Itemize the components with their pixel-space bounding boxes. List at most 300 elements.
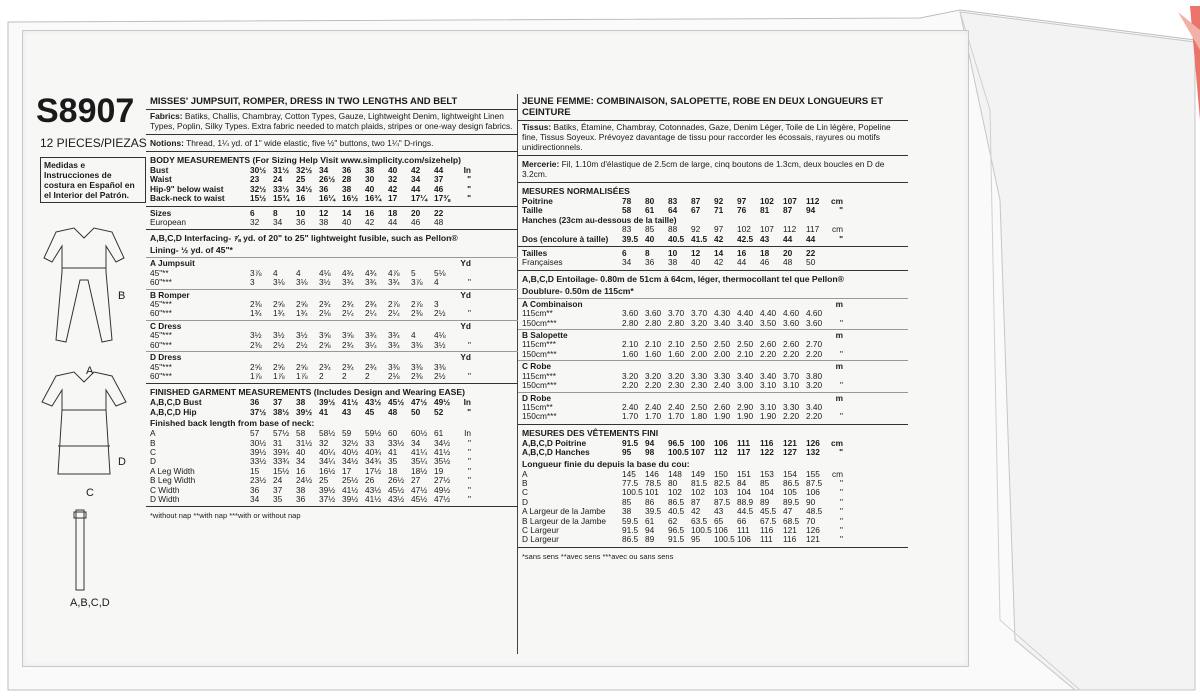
table-cell: 3.30 [691,370,708,381]
table-cell: 90 [806,496,816,507]
table-cell: 2¾ [365,299,377,310]
table-cell: 111 [737,437,750,448]
table-cell: 52 [434,406,444,417]
table-cell: 2¼ [342,308,354,319]
row-label: A,B,C,D Poitrine [522,438,587,448]
table-cell: 1.60 [622,348,639,359]
row-label: A Largeur de la Jambe [522,507,606,517]
table-cell: 15½ [250,193,267,204]
unit-cell: In [463,165,471,175]
table-cell: 4⅛ [434,330,446,341]
table-cell: 92 [714,196,724,206]
table-cell: 2.10 [645,339,662,350]
view-name: A Jumpsuit [150,259,195,269]
table-cell: 40 [691,257,701,268]
table-row [518,197,908,206]
table-cell: 82.5 [714,477,731,488]
jumpsuit-illustration [44,228,124,342]
table-cell: 104 [760,487,774,498]
table-cell: 39½ [342,493,359,504]
table-cell: 107 [783,196,797,206]
table-cell: 40 [388,165,398,175]
table-cell: 3.10 [760,380,777,391]
table-row [146,363,518,372]
table-cell: 48 [434,217,444,228]
row-label: D Width [150,494,180,504]
table-cell: 41 [388,446,398,457]
table-row [518,372,908,381]
table-cell: 40.5 [668,233,685,244]
table-cell: 2 [365,370,370,381]
table-cell: 42 [411,165,421,175]
view-header [146,322,518,331]
table-cell: 40 [645,233,655,244]
table-cell: 94 [645,437,655,448]
table-cell: 2.80 [668,317,685,328]
table-cell: 48.5 [806,506,823,517]
row-label: 115cm** [522,309,553,319]
table-cell: 2 [342,370,347,381]
table-cell: 47½ [411,397,428,408]
unit-cell: " [467,406,471,417]
table-cell: 2½ [296,339,308,350]
table-cell: 2.50 [714,339,731,350]
row-label: 60"*** [150,340,172,350]
table-cell: 106 [806,487,820,498]
table-cell: 71 [714,205,724,216]
french-body-table [518,197,908,216]
english-backlength-label: Finished back length from base of neck: [150,418,315,429]
table-cell: 2.80 [622,317,639,328]
table-cell: 31½ [273,165,290,175]
table-cell: 26½ [319,174,336,185]
unit-cell: Yd [460,352,471,363]
table-row [518,526,908,535]
row-label: B Leg Width [150,476,196,486]
table-row [146,194,518,203]
table-cell: 3¾ [342,277,354,288]
table-cell: 35 [388,456,398,467]
table-cell: 102 [668,487,682,498]
table-cell: 91.5 [668,534,685,545]
table-cell: 42 [714,233,724,244]
table-row [146,175,518,184]
unit-cell: " [840,411,843,422]
table-cell: 45½ [411,493,428,504]
table-cell: 3¾ [388,277,400,288]
table-cell: 34½ [296,183,313,194]
table-cell: 12 [691,248,701,259]
table-cell: 5⅛ [434,267,446,278]
illus-label-abcd: A,B,C,D [70,597,110,609]
view-header [146,259,518,268]
table-cell: 146 [645,468,659,479]
table-cell: 43 [342,406,352,417]
table-cell: 3.20 [645,370,662,381]
table-cell: 41½ [365,493,382,504]
french-dos-row [518,235,908,244]
english-fabrics: Fabrics: Batiks, Challis, Chambray, Cotton Types, Gauze, Lightweight Denim, lightweight Linen Types, Poplin, Silky Types. Extra fabric needed to match plaids, stripes or one-way design fabrics. [150,111,513,131]
table-cell: 33½ [388,437,405,448]
table-cell: 43½ [365,397,382,408]
english-footnote: *without nap **with nap ***with or without nap [150,511,301,521]
unit-cell: " [839,205,843,216]
table-cell: 83 [622,224,632,235]
table-cell: 45½ [388,484,405,495]
table-cell: 3⅝ [342,330,354,341]
table-cell: 2.00 [714,348,731,359]
table-cell: 67 [691,205,701,216]
table-cell: 10 [296,207,306,218]
table-cell: 2 [319,370,324,381]
table-cell: 150 [714,468,728,479]
table-cell: 34 [622,257,632,268]
table-cell: 35¼ [411,456,428,467]
table-cell: 39½ [296,406,313,417]
row-label: 150cm*** [522,318,557,328]
table-cell: 121 [783,524,797,535]
table-cell: 3⅝ [319,330,331,341]
table-cell: 39.5 [645,506,662,517]
table-cell: 33 [365,437,375,448]
table-cell: 3.30 [783,401,800,412]
table-cell: 1.60 [645,348,662,359]
table-row [518,498,908,507]
english-column [146,94,518,522]
table-cell: 32½ [296,165,313,175]
table-cell: 2.70 [806,339,823,350]
table-row [518,470,908,479]
table-cell: 3⅜ [388,361,400,372]
english-yardage [146,257,518,381]
table-cell: 34¼ [319,456,336,467]
table-cell: 15 [250,465,260,476]
table-cell: 2⅝ [319,339,331,350]
table-cell: 2⅝ [273,361,285,372]
table-cell: 1⅞ [273,370,285,381]
table-cell: 36 [645,257,655,268]
table-cell: 117 [737,447,751,458]
row-label: Taille [522,206,543,216]
table-cell: 155 [806,468,820,479]
table-cell: 2⅜ [250,339,262,350]
table-cell: 100.5 [714,534,735,545]
table-cell: 95 [691,534,701,545]
table-cell: 106 [714,437,728,448]
table-cell: 100.5 [622,487,643,498]
table-cell: 12 [319,207,329,218]
table-cell: 30½ [250,437,267,448]
table-cell: 89.5 [783,496,800,507]
table-cell: 145 [622,468,636,479]
table-cell: 6 [250,207,255,218]
table-cell: 92 [691,224,701,235]
table-cell: 4.30 [714,308,731,319]
table-cell: 16½ [342,193,359,204]
unit-cell: Yd [460,320,471,331]
table-cell: 28 [342,174,352,185]
unit-cell: m [835,392,843,403]
row-label: C Largeur [522,525,559,535]
english-finished-table [146,398,518,417]
table-cell: 24 [273,475,283,486]
row-label: C [522,488,528,498]
table-cell: 100.5 [691,524,712,535]
unit-cell: " [467,174,471,185]
table-cell: 94 [645,524,655,535]
table-cell: 3.20 [622,370,639,381]
table-cell: 44 [411,183,421,194]
table-row [518,381,908,390]
table-row [518,412,908,421]
row-label: European [150,218,186,228]
table-cell: 39½ [250,446,267,457]
table-cell: 45½ [388,397,405,408]
table-cell: 4.40 [737,308,754,319]
table-cell: 8 [645,248,650,259]
table-cell: 45.5 [760,506,777,517]
table-cell: 36 [296,493,306,504]
unit-cell: Yd [460,258,471,269]
row-label: D Largeur [522,535,559,545]
unit-cell: " [468,484,471,495]
table-cell: 40 [365,183,375,194]
table-cell: 127 [783,447,797,458]
table-cell: 42 [365,217,375,228]
row-label: 150cm*** [522,412,557,422]
table-cell: 40¾ [365,446,382,457]
table-row [518,488,908,497]
table-cell: 61 [645,515,655,526]
table-cell: 3.40 [737,370,754,381]
table-cell: 102 [691,487,705,498]
unit-cell: m [835,298,843,309]
table-row [518,249,908,258]
unit-cell [829,249,843,258]
table-cell: 87 [691,496,701,507]
table-row [146,278,518,287]
table-cell: 87.5 [806,477,823,488]
table-cell: 42 [388,183,398,194]
table-cell: 33½ [273,183,290,194]
belt-illustration [74,510,86,590]
unit-cell [457,218,471,227]
table-cell: 18 [388,465,398,476]
table-cell: 19 [434,465,444,476]
table-cell: 37½ [319,493,336,504]
table-cell: 95 [622,447,632,458]
french-interfacing: A,B,C,D Entoilage- 0.80m de 51cm à 64cm, léger, thermocollant tel que Pellon® [522,273,845,284]
table-row [146,467,518,476]
table-cell: 132 [806,447,820,458]
table-cell: 42 [714,257,724,268]
row-label: A,B,C,D Hip [150,407,197,417]
unit-cell: cm [831,224,843,235]
row-label: A [150,429,156,439]
table-cell: 16 [365,207,375,218]
table-cell: 15¾ [273,193,290,204]
table-cell: 2⅞ [388,299,400,310]
table-cell: 126 [806,524,820,535]
row-label: B [150,438,156,448]
table-cell: 1.70 [645,411,662,422]
french-body-header: MESURES NORMALISÉES [522,186,630,196]
unit-cell: " [468,446,471,457]
table-cell: 38 [319,217,329,228]
pieces-count: 12 PIECES/PIEZAS [40,136,147,150]
table-cell: 100 [691,437,705,448]
row-label: 45"*** [150,300,172,310]
table-cell: 3.60 [806,317,823,328]
table-cell: 10 [668,248,678,259]
row-label: A,B,C,D Hanches [522,448,590,458]
table-cell: 149 [691,468,705,479]
table-row [146,300,518,309]
table-cell: 39½ [319,484,336,495]
table-cell: 41½ [342,397,359,408]
table-cell: 63.5 [691,515,708,526]
table-cell: 4 [434,277,439,288]
row-label: Dos (encolure à taille) [522,234,609,244]
illus-label-b: B [118,290,126,302]
table-cell: 37½ [250,406,267,417]
table-cell: 3.20 [806,380,823,391]
table-cell: 48 [388,406,398,417]
unit-cell: cm [831,468,843,479]
table-cell: 2⅜ [250,299,262,310]
french-notions: Mercerie: Fil, 1.10m d'élastique de 2.5cm de large, cinq boutons de 1.3cm, deux boucles en D de 3.2cm. [522,159,885,179]
table-row [518,350,908,359]
table-cell: 2¾ [365,361,377,372]
table-cell: 121 [806,534,820,545]
table-cell: 5 [411,267,416,278]
row-label: Françaises [522,258,563,268]
unit-cell: " [840,477,843,488]
row-label: C [150,447,156,457]
table-cell: 91.5 [622,524,639,535]
table-cell: 96.5 [668,437,685,448]
table-cell: 46 [434,183,444,194]
spanish-note: Medidas e Instrucciones de costura en Español en el Interior del Patrón. [40,157,146,203]
unit-cell: In [463,397,471,408]
view-name: B Romper [150,290,190,300]
table-cell: 34½ [434,437,451,448]
unit-cell: " [840,515,843,526]
table-cell: 3.70 [691,308,708,319]
view-header [146,353,518,362]
table-cell: 42 [691,506,701,517]
table-cell: 30 [365,174,375,185]
table-cell: 38 [296,484,306,495]
french-title: JEUNE FEMME: COMBINAISON, SALOPETTE, ROBE EN DEUX LONGUEURS ET CEINTURE [518,94,908,121]
table-row [518,479,908,488]
table-cell: 40 [296,446,306,457]
view-name: A Combinaison [522,299,583,309]
table-cell: 24 [273,174,283,185]
table-cell: 122 [760,447,774,458]
french-finished-header: MESURES DES VÊTEMENTS FINI [522,427,659,438]
table-cell: 1⅞ [296,370,308,381]
table-cell: 76 [737,205,747,216]
table-cell: 17⅜ [434,193,451,204]
table-cell: 3⅛ [296,277,308,288]
table-cell: 3.20 [691,317,708,328]
french-hanches-row [518,225,908,234]
table-cell: 3.10 [760,401,777,412]
table-cell: 97 [737,196,747,206]
table-cell: 48 [783,257,793,268]
table-cell: 49½ [434,397,451,408]
table-cell: 102 [737,224,751,235]
table-cell: 36 [250,484,260,495]
unit-cell: " [468,437,471,448]
table-cell: 1.70 [622,411,639,422]
table-row [518,309,908,318]
table-cell: 98 [645,447,655,458]
table-cell: 38 [342,183,352,194]
table-cell: 41½ [342,484,359,495]
row-label: 150cm*** [522,381,557,391]
table-cell: 37 [434,174,444,185]
table-cell: 3 [250,277,255,288]
table-row [146,309,518,318]
table-cell: 3.40 [760,370,777,381]
table-cell: 41½ [434,446,451,457]
table-cell: 47½ [411,484,428,495]
unit-cell: " [467,183,471,194]
table-cell: 3⅞ [411,277,423,288]
table-cell: 87 [783,205,793,216]
table-cell: 3¾ [388,339,400,350]
table-cell: 39.5 [622,233,639,244]
table-cell: 2⅝ [250,361,262,372]
table-cell: 58 [296,428,306,439]
view-name: D Dress [150,353,182,363]
unit-cell: " [840,380,843,391]
table-cell: 96.5 [668,524,685,535]
table-cell: 85 [645,224,655,235]
table-cell: 14 [714,248,724,259]
table-cell: 18 [388,207,398,218]
table-cell: 3¾ [365,330,377,341]
table-cell: 3.50 [760,317,777,328]
illus-label-c: C [86,487,94,499]
table-cell: 2.20 [645,380,662,391]
table-cell: 116 [760,524,774,535]
table-cell: 97 [714,224,724,235]
table-cell: 2¾ [319,299,331,310]
unit-cell: cm [831,196,843,206]
table-cell: 2⅜ [411,308,423,319]
table-cell: 34¾ [365,456,382,467]
table-cell: 38 [365,165,375,175]
table-cell: 3.70 [783,370,800,381]
english-backlength-table [146,429,518,504]
table-cell: 1.90 [737,411,754,422]
row-label: B Largeur de la Jambe [522,516,606,526]
table-cell: 2¾ [342,339,354,350]
table-cell: 38 [622,506,632,517]
unit-cell: m [835,330,843,341]
table-cell: 40.5 [668,506,685,517]
table-cell: 2.10 [622,339,639,350]
table-cell: 84 [737,477,747,488]
table-cell: 104 [737,487,751,498]
row-label: D [150,457,156,467]
table-cell: 39½ [319,397,336,408]
table-cell: 3¾ [365,277,377,288]
table-row [518,507,908,516]
